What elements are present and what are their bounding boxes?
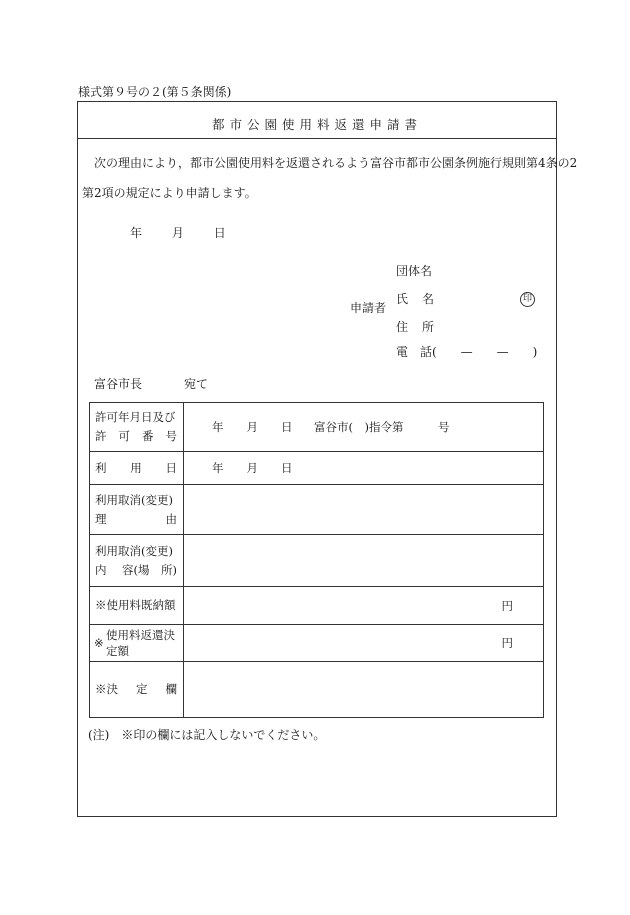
decision-label: ※決 定 欄 [95,682,177,696]
paid-label: ※使用料既納額 [95,598,176,612]
body-text-line-2: 第2項の規定により申請します。 [82,186,257,200]
permit-number: 富谷市( )指令第 号 [314,420,450,434]
use-date: 年 月 日 [212,461,293,475]
use-date-label-cell [90,452,184,485]
reason-label-line-2: 理 由 [95,511,177,526]
table-row [90,587,544,625]
reason-value-cell[interactable] [184,485,544,535]
table-row [90,403,544,452]
permit-label-line-1: 許可年月日及び [95,410,176,424]
paid-label-cell [90,587,184,625]
addressee [94,378,208,390]
applicant-label: 申請者 [350,301,387,315]
permit-label-cell [90,403,184,452]
refund-mark: ※ [94,636,104,650]
addressee-to: 宛て [184,377,209,391]
content-label-line-2: 内 容(場 所) [95,562,177,577]
table-row [90,452,544,485]
addressee-mayor: 富谷市長 [94,377,143,391]
address-label-a: 住 [396,320,409,334]
reason-label-line-1: 利用取消(変更) [95,492,173,507]
decision-value-cell [184,662,544,718]
date-day: 日 [213,226,226,240]
table-row [90,535,544,587]
reason-label-cell [90,485,184,535]
details-table [89,402,544,718]
refund-label-line-1: 使用料返還決 [106,628,175,642]
form-title: 都市公園使用料返還申請書 [211,117,422,132]
content-label-cell [90,535,184,587]
address-field[interactable] [396,321,434,333]
footnote: (注) ※印の欄には記入しないでください。 [88,728,326,742]
permit-value-cell[interactable] [184,403,544,452]
permit-date: 年 月 日 [212,420,293,434]
application-date[interactable] [130,227,226,239]
table-row [90,662,544,718]
use-date-value-cell[interactable] [184,452,544,485]
refund-label-line-2: 定額 [106,644,129,658]
content-label-line-1: 利用取消(変更) [95,543,173,558]
paid-yen: 円 [501,598,513,613]
decision-label-cell [90,662,184,718]
use-date-label: 利 用 日 [95,460,177,475]
form-number: 様式第９号の２(第５条関係) [78,85,232,99]
phone-field[interactable]: 電 話( — — ) [396,345,538,359]
group-name-field[interactable]: 団体名 [396,264,433,278]
date-month: 月 [171,226,184,240]
refund-label-cell [90,625,184,662]
content-value-cell[interactable] [184,535,544,587]
title-row [78,102,556,139]
paid-value-cell [184,587,544,625]
table-row [90,625,544,662]
refund-value-cell [184,625,544,662]
date-year: 年 [130,226,143,240]
body-text-line-1: 次の理由により，都市公園使用料を返還されるよう富谷市都市公園条例施行規則第4条の2 [94,156,578,170]
permit-label-line-2: 許 可 番 号 [95,429,177,443]
seal-mark-icon: 印 [520,292,535,307]
name-label-b: 名 [422,292,435,306]
address-label-b: 所 [422,320,435,334]
application-form [77,101,578,817]
name-label-a: 氏 [396,292,409,306]
table-row [90,485,544,535]
refund-yen: 円 [501,636,513,650]
name-field[interactable] [396,293,434,305]
